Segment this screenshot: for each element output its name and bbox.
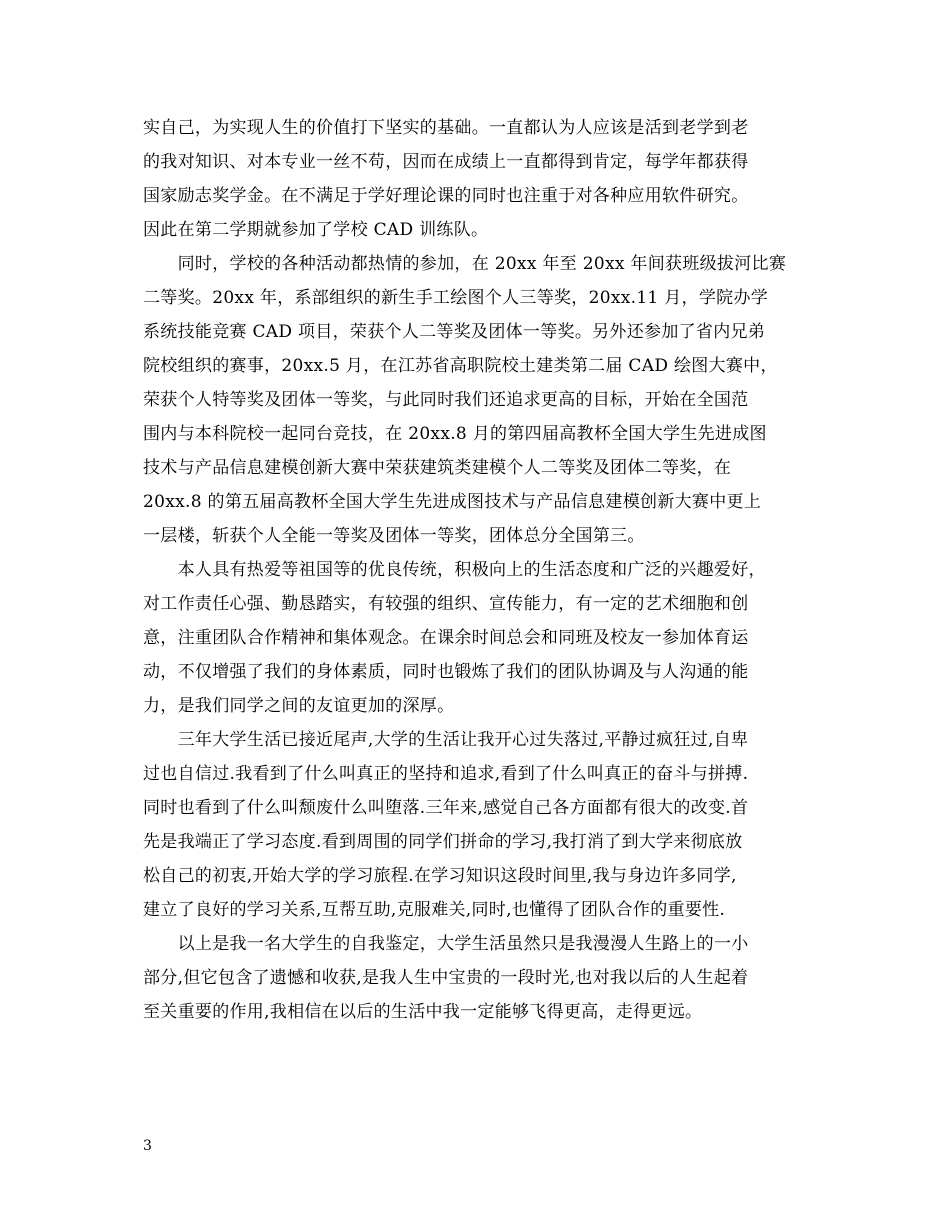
text-line: 院校组织的赛事，20xx.5 月，在江苏省高职院校土建类第二届 CAD 绘图大赛中， (143, 356, 778, 376)
text-line: 对工作责任心强、勤恳踏实，有较强的组织、宣传能力，有一定的艺术细胞和创 (143, 594, 749, 614)
text-line: 意，注重团队合作精神和集体观念。在课余时间总会和同班及校友一参加体育运 (143, 628, 749, 648)
text-line: 国家励志奖学金。在不满足于学好理论课的同时也注重于对各种应用软件研究。 (143, 186, 749, 206)
text-line: 系统技能竞赛 CAD 项目，荣获个人二等奖及团体一等奖。另外还参加了省内兄弟 (143, 322, 766, 342)
text-line: 同时，学校的各种活动都热情的参加，在 20xx 年至 20xx 年间获班级拔河比赛 (143, 254, 787, 274)
text-line: 技术与产品信息建模创新大赛中荣获建筑类建模个人二等奖及团体二等奖，在 (143, 458, 732, 478)
page-number: 3 (143, 1138, 152, 1154)
text-line: 二等奖。20xx 年，系部组织的新生手工绘图个人三等奖，20xx.11 月，学院办学 (143, 288, 769, 308)
text-line: 过也自信过.我看到了什么叫真正的坚持和追求,看到了什么叫真正的奋斗与拼搏. (143, 764, 749, 784)
text-line: 荣获个人特等奖及团体一等奖，与此同时我们还追求更高的目标，开始在全国范 (143, 390, 749, 410)
text-line: 部分,但它包含了遗憾和收获,是我人生中宝贵的一段时光,也对我以后的人生起着 (143, 968, 749, 988)
text-line: 因此在第二学期就参加了学校 CAD 训练队。 (143, 220, 489, 240)
text-line: 同时也看到了什么叫颓废什么叫堕落.三年来,感觉自己各方面都有很大的改变.首 (143, 798, 749, 818)
text-line: 先是我端正了学习态度.看到周围的同学们拼命的学习,我打消了到大学来彻底放 (143, 832, 743, 852)
text-line: 20xx.8 的第五届高教杯全国大学生先进成图技术与产品信息建模创新大赛中更上 (143, 492, 762, 512)
text-line: 实自己，为实现人生的价值打下坚实的基础。一直都认为人应该是活到老学到老 (143, 118, 749, 138)
text-line: 力，是我们同学之间的友谊更加的深厚。 (143, 696, 455, 716)
text-line: 至关重要的作用,我相信在以后的生活中我一定能够飞得更高，走得更远。 (143, 1002, 703, 1022)
text-line: 本人具有热爱等祖国等的优良传统，积极向上的生活态度和广泛的兴趣爱好， (143, 560, 766, 580)
text-line: 一层楼，斩获个人全能一等奖及团体一等奖，团体总分全国第三。 (143, 526, 645, 546)
text-line: 的我对知识、对本专业一丝不苟，因而在成绩上一直都得到肯定，每学年都获得 (143, 152, 749, 172)
text-line: 松自己的初衷,开始大学的学习旅程.在学习知识这段时间里,我与身边许多同学, (143, 866, 737, 886)
text-line: 围内与本科院校一起同台竞技，在 20xx.8 月的第四届高教杯全国大学生先进成图 (143, 424, 767, 444)
text-line: 以上是我一名大学生的自我鉴定，大学生活虽然只是我漫漫人生路上的一小 (143, 934, 749, 954)
text-line: 动，不仅增强了我们的身体素质，同时也锻炼了我们的团队协调及与人沟通的能 (143, 662, 749, 682)
text-line: 三年大学生活已接近尾声,大学的生活让我开心过失落过,平静过疯狂过,自卑 (143, 730, 749, 750)
text-line: 建立了良好的学习关系,互帮互助,克服难关,同时,也懂得了团队合作的重要性. (143, 900, 726, 920)
body-text (143, 111, 823, 1029)
